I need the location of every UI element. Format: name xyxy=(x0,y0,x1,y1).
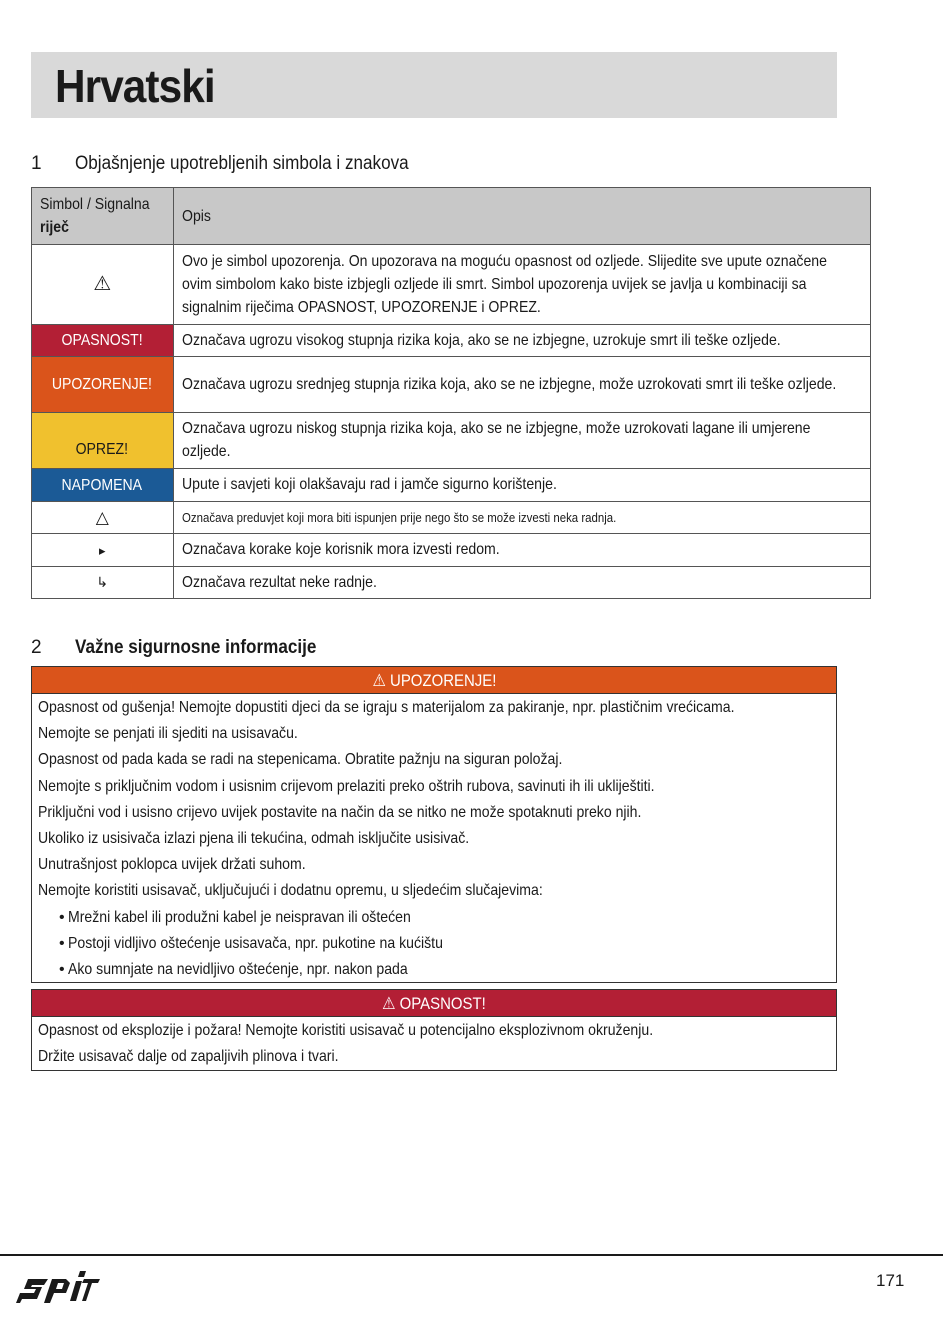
danger-line xyxy=(38,1018,830,1044)
table-row xyxy=(32,567,871,599)
warning-bullet-text: Ako sumnjate na nevidljivo oštećenje, npr. nakon pada xyxy=(68,961,408,979)
danger-box-body xyxy=(32,1017,836,1072)
signal-word-danger-text: OPASNOST! xyxy=(61,332,143,349)
warning-bullet xyxy=(38,931,830,957)
row-description-text: Označava preduvjet koji mora biti ispunjen prije nego što se može izvesti neka radnja. xyxy=(181,509,616,525)
warning-bullet xyxy=(38,957,830,983)
row-description xyxy=(173,502,870,534)
danger-box xyxy=(31,989,837,1071)
row-description-text: Označava rezultat neke radnje. xyxy=(181,573,377,591)
header-symbol-line1: Simbol / Signalna xyxy=(40,196,150,213)
danger-line-text: Opasnost od eksplozije i požara! Nemojte koristiti usisavač u potencijalno eksplozivnom okruženju. xyxy=(38,1022,654,1039)
row-description-text: Ovo je simbol upozorenja. On upozorava na moguću opasnost od ozljede. Slijedite sve upute označene ovim simbolom kako biste izbjegli ozljede ili smrt. Simbol upozorenja uvijek se javlja u kombinaciji sa signalnim riječima OPASNOST, UPOZORENJE i OPREZ. xyxy=(181,252,827,316)
warning-line-text: Opasnost od gušenja! Nemojte dopustiti djeci da se igraju s materijalom za pakiranje, npr. plastičnim vrećicama. xyxy=(38,699,735,716)
table-row xyxy=(32,357,871,413)
footer-divider xyxy=(0,1254,943,1256)
warning-box xyxy=(31,666,837,983)
warning-line xyxy=(38,695,830,721)
warning-line-text: Nemojte se penjati ili sjediti na usisavaču. xyxy=(38,725,298,743)
row-description xyxy=(173,245,870,325)
signal-word-notice xyxy=(32,469,174,502)
header-symbol-line2: riječ xyxy=(40,219,69,236)
warning-box-header xyxy=(32,667,836,694)
row-description-text: Označava ugrozu srednjeg stupnja rizika koja, ako se ne izbjegne, može uzrokovati smrt ili teške ozljede. xyxy=(181,375,836,393)
header-description xyxy=(173,188,870,245)
section-2-number: 2 xyxy=(31,637,42,658)
row-description xyxy=(173,567,870,599)
warning-line xyxy=(38,800,830,826)
warning-line xyxy=(38,721,830,747)
table-header-row xyxy=(32,188,871,245)
prerequisite-triangle-icon: △ xyxy=(32,502,174,534)
row-description-text: Označava ugrozu niskog stupnja rizika koja, ako se ne izbjegne, može uzrokovati lagane ili umjerene ozljede. xyxy=(181,420,810,460)
danger-box-header-text: ⚠ OPASNOST! xyxy=(382,994,486,1013)
warning-line xyxy=(38,852,830,878)
row-description-text: Upute i savjeti koji olakšavaju rad i jamče sigurno korištenje. xyxy=(181,476,557,493)
warning-line xyxy=(38,774,830,800)
row-description xyxy=(173,534,870,567)
signal-word-caution xyxy=(32,413,174,469)
header-description-label: Opis xyxy=(181,207,211,225)
result-arrow-icon: ↳ xyxy=(32,567,174,599)
warning-box-body xyxy=(32,694,836,985)
page-title: Hrvatski xyxy=(55,60,215,112)
row-description-text: Označava ugrozu visokog stupnja rizika koja, ako se ne izbjegne, uzrokuje smrt ili teške ozljede. xyxy=(181,331,781,349)
bullet-icon: • xyxy=(59,934,65,952)
warning-line-text: Nemojte s priključnim vodom i usisnim crijevom prelaziti preko oštrih rubova, savinuti ih ili ukliještiti. xyxy=(38,777,655,795)
warning-line xyxy=(38,747,830,773)
warning-line xyxy=(38,878,830,904)
row-description xyxy=(173,469,870,502)
signal-word-warning xyxy=(32,357,174,413)
spit-logo-icon xyxy=(14,1263,100,1309)
table-row xyxy=(32,469,871,502)
step-arrow-icon: ▸ xyxy=(32,534,174,567)
table-row xyxy=(32,502,871,534)
bullet-icon: • xyxy=(59,908,65,926)
warning-line-text: Unutrašnjost poklopca uvijek držati suhom. xyxy=(38,856,306,874)
danger-line-text: Držite usisavač dalje od zapaljivih plinova i tvari. xyxy=(38,1048,339,1066)
section-1-number: 1 xyxy=(31,153,42,174)
bullet-icon: • xyxy=(59,961,65,979)
row-description xyxy=(173,357,870,413)
row-description-text: Označava korake koje korisnik mora izvesti redom. xyxy=(181,541,500,558)
table-row xyxy=(32,413,871,469)
warning-triangle-icon: ⚠ xyxy=(32,245,174,325)
page-title-bar xyxy=(31,52,837,118)
header-symbol xyxy=(32,188,174,245)
table-row xyxy=(32,245,871,325)
warning-line xyxy=(38,826,830,852)
warning-line-text: Priključni vod i usisno crijevo uvijek postavite na način da se nitko ne može spotaknuti preko njih. xyxy=(38,803,642,821)
danger-box-header xyxy=(32,990,836,1017)
table-row xyxy=(32,534,871,567)
warning-bullet-text: Postoji vidljivo oštećenje usisavača, npr. pukotine na kućištu xyxy=(68,934,443,952)
row-description xyxy=(173,413,870,469)
table-row xyxy=(32,325,871,357)
warning-bullet xyxy=(38,905,830,931)
warning-line-text: Nemojte koristiti usisavač, uključujući i dodatnu opremu, u sljedećim slučajevima: xyxy=(38,882,543,900)
signal-word-warning-text: UPOZORENJE! xyxy=(52,376,153,393)
symbols-table xyxy=(31,187,871,599)
row-description xyxy=(173,325,870,357)
signal-word-notice-text: NAPOMENA xyxy=(61,476,143,494)
warning-line-text: Ukoliko iz usisivača izlazi pjena ili tekućina, odmah isključite usisivač. xyxy=(38,830,470,848)
section-1-title: Objašnjenje upotrebljenih simbola i znakova xyxy=(75,153,409,174)
signal-word-caution-text: OPREZ! xyxy=(76,441,129,458)
warning-bullet-text: Mrežni kabel ili produžni kabel je neispravan ili oštećen xyxy=(68,908,411,926)
signal-word-danger xyxy=(32,325,174,357)
warning-box-header-text: ⚠ UPOZORENJE! xyxy=(372,671,496,690)
section-2-title: Važne sigurnosne informacije xyxy=(75,637,317,658)
page-number: 171 xyxy=(876,1271,905,1290)
warning-line-text: Opasnost od pada kada se radi na stepenicama. Obratite pažnju na siguran položaj. xyxy=(38,751,563,769)
danger-line xyxy=(38,1044,830,1070)
